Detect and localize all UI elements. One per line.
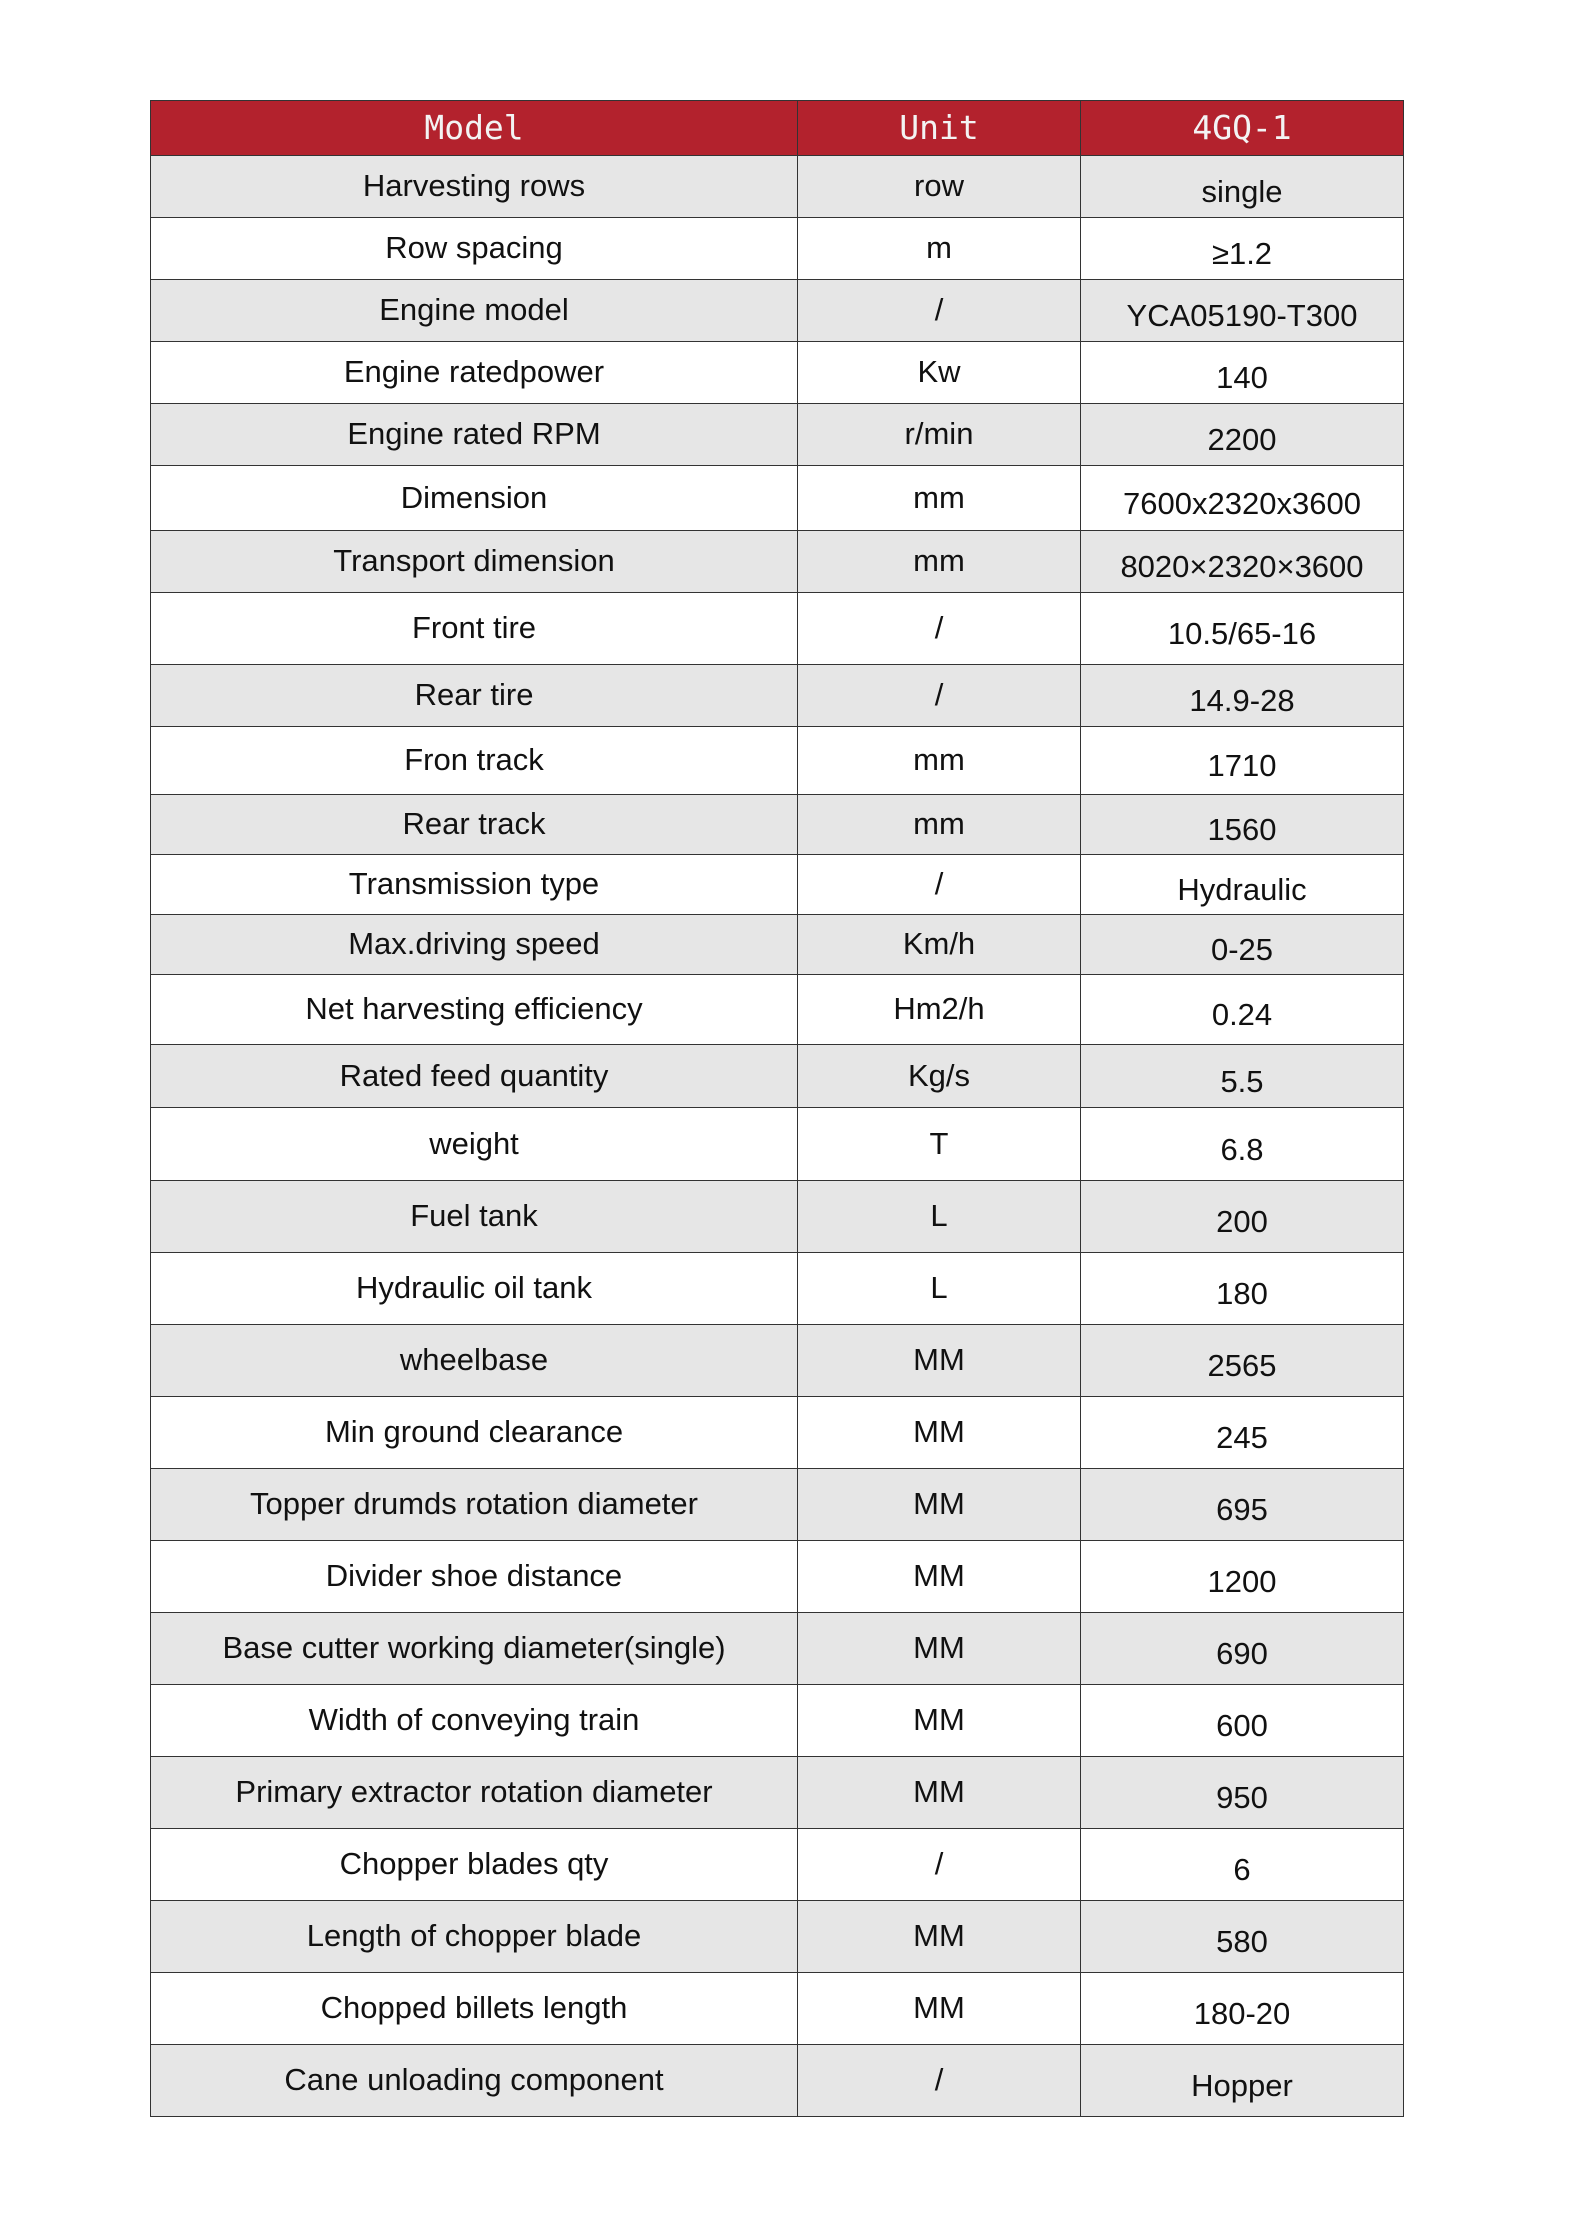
table-row [151, 1901, 1404, 1973]
header-unit: Unit [798, 101, 1081, 156]
param-text: Engine model [379, 292, 569, 328]
value-text: 0.24 [1211, 997, 1273, 1033]
param-text: Fuel tank [410, 1198, 538, 1234]
cell-value [1081, 466, 1404, 531]
unit-text: / [934, 677, 944, 713]
param-text: Length of chopper blade [306, 1918, 642, 1954]
unit-text: MM [913, 1342, 965, 1378]
unit-text: Km/h [902, 926, 976, 962]
cell-unit [798, 1397, 1081, 1469]
cell-unit [798, 1325, 1081, 1397]
cell-value [1081, 1541, 1404, 1613]
value-text: 6 [1233, 1852, 1251, 1888]
cell-unit [798, 218, 1081, 280]
header-model: Model [151, 101, 798, 156]
param-text: Transmission type [348, 866, 600, 902]
cell-param [151, 466, 798, 531]
table-row [151, 531, 1404, 593]
table-row [151, 1181, 1404, 1253]
cell-param [151, 156, 798, 218]
cell-unit [798, 531, 1081, 593]
cell-param [151, 1469, 798, 1541]
cell-value [1081, 665, 1404, 727]
cell-unit [798, 2045, 1081, 2117]
cell-unit [798, 1829, 1081, 1901]
unit-text: mm [913, 742, 965, 778]
cell-unit [798, 1108, 1081, 1181]
table-row [151, 156, 1404, 218]
value-text: single [1201, 174, 1283, 210]
cell-unit [798, 795, 1081, 855]
param-text: Topper drumds rotation diameter [249, 1486, 698, 1522]
cell-unit [798, 280, 1081, 342]
cell-value [1081, 975, 1404, 1045]
cell-unit [798, 156, 1081, 218]
param-text: Fron track [404, 742, 544, 778]
unit-text: / [934, 866, 944, 902]
value-text: Hopper [1191, 2068, 1293, 2104]
cell-unit [798, 1901, 1081, 1973]
cell-unit [798, 855, 1081, 915]
param-text: Rear tire [414, 677, 534, 713]
cell-value [1081, 156, 1404, 218]
table-header-row [151, 101, 1404, 156]
cell-value [1081, 915, 1404, 975]
table-row [151, 466, 1404, 531]
value-text: 0-25 [1210, 932, 1274, 968]
cell-unit [798, 1469, 1081, 1541]
param-text: Width of conveying train [308, 1702, 640, 1738]
param-text: Min ground clearance [324, 1414, 624, 1450]
param-text: Base cutter working diameter(single) [222, 1630, 726, 1666]
value-text: ≥1.2 [1211, 236, 1273, 272]
table-row [151, 342, 1404, 404]
table-row [151, 1325, 1404, 1397]
table-row [151, 1541, 1404, 1613]
unit-text: Kw [917, 354, 961, 390]
value-text: 1710 [1207, 748, 1277, 784]
param-text: Dimension [400, 479, 548, 515]
param-text: weight [429, 1125, 519, 1161]
value-text: 245 [1216, 1420, 1268, 1456]
value-text: 695 [1216, 1492, 1268, 1528]
cell-unit [798, 1757, 1081, 1829]
unit-text: T [929, 1125, 949, 1161]
value-text: 10.5/65-16 [1167, 616, 1317, 652]
unit-text: mm [913, 806, 965, 842]
value-text: 690 [1216, 1636, 1268, 1672]
cell-value [1081, 2045, 1404, 2117]
param-text: Max.driving speed [348, 926, 600, 962]
cell-value [1081, 1253, 1404, 1325]
param-text: Row spacing [385, 230, 563, 266]
unit-text: m [926, 230, 952, 266]
value-text: 5.5 [1220, 1063, 1264, 1099]
param-text: Chopped billets length [320, 1990, 628, 2026]
value-text: 1560 [1207, 812, 1277, 848]
value-text: 200 [1216, 1204, 1268, 1240]
unit-text: MM [913, 1702, 965, 1738]
cell-unit [798, 727, 1081, 795]
cell-value [1081, 1829, 1404, 1901]
value-text: 580 [1216, 1924, 1268, 1960]
table-row [151, 1757, 1404, 1829]
cell-unit [798, 665, 1081, 727]
param-text: Harvesting rows [362, 168, 586, 204]
value-text: 7600x2320x3600 [1123, 485, 1361, 521]
cell-value [1081, 1045, 1404, 1108]
cell-param [151, 593, 798, 665]
unit-text: mm [913, 543, 965, 579]
table-row [151, 855, 1404, 915]
cell-param [151, 1181, 798, 1253]
table-row [151, 1973, 1404, 2045]
value-text: 6.8 [1220, 1131, 1264, 1167]
cell-param [151, 1685, 798, 1757]
value-text: 180 [1216, 1276, 1268, 1312]
table-row [151, 1045, 1404, 1108]
cell-param [151, 2045, 798, 2117]
table-row [151, 1613, 1404, 1685]
param-text: Rear track [402, 806, 546, 842]
cell-param [151, 1901, 798, 1973]
cell-unit [798, 915, 1081, 975]
table-row [151, 218, 1404, 280]
value-text: 600 [1216, 1708, 1268, 1744]
cell-param [151, 218, 798, 280]
unit-text: / [934, 292, 944, 328]
cell-param [151, 280, 798, 342]
cell-value [1081, 1901, 1404, 1973]
cell-unit [798, 1541, 1081, 1613]
cell-unit [798, 593, 1081, 665]
cell-value [1081, 1469, 1404, 1541]
param-text: Engine ratedpower [343, 354, 605, 390]
unit-text: MM [913, 1774, 965, 1810]
cell-param [151, 1108, 798, 1181]
unit-text: MM [913, 1990, 965, 2026]
unit-text: L [930, 1198, 948, 1234]
param-text: Rated feed quantity [339, 1057, 609, 1093]
cell-param [151, 1757, 798, 1829]
unit-text: Kg/s [907, 1057, 971, 1093]
cell-param [151, 975, 798, 1045]
cell-param [151, 915, 798, 975]
cell-param [151, 1541, 798, 1613]
cell-unit [798, 975, 1081, 1045]
value-text: 140 [1216, 360, 1268, 396]
cell-value [1081, 1108, 1404, 1181]
cell-param [151, 1613, 798, 1685]
cell-unit [798, 1253, 1081, 1325]
cell-value [1081, 1325, 1404, 1397]
table-row [151, 975, 1404, 1045]
param-text: Engine rated RPM [347, 416, 601, 452]
cell-unit [798, 466, 1081, 531]
table-row [151, 593, 1404, 665]
cell-param [151, 727, 798, 795]
cell-param [151, 531, 798, 593]
cell-value [1081, 1613, 1404, 1685]
cell-param [151, 665, 798, 727]
table-row [151, 727, 1404, 795]
table-row [151, 2045, 1404, 2117]
table-row [151, 665, 1404, 727]
table-row [151, 404, 1404, 466]
cell-unit [798, 404, 1081, 466]
cell-value [1081, 1973, 1404, 2045]
cell-value [1081, 795, 1404, 855]
cell-value [1081, 1397, 1404, 1469]
cell-param [151, 1829, 798, 1901]
table-row [151, 1253, 1404, 1325]
cell-param [151, 855, 798, 915]
param-text: Hydraulic oil tank [355, 1270, 593, 1306]
unit-text: Hm2/h [893, 991, 985, 1027]
value-text: 14.9-28 [1189, 683, 1295, 719]
param-text: Front tire [411, 610, 537, 646]
table-row [151, 1829, 1404, 1901]
table-row [151, 1108, 1404, 1181]
cell-param [151, 1045, 798, 1108]
unit-text: r/min [904, 416, 974, 452]
cell-param [151, 1253, 798, 1325]
cell-unit [798, 1973, 1081, 2045]
cell-value [1081, 1685, 1404, 1757]
value-text: 1200 [1207, 1564, 1277, 1600]
cell-value [1081, 342, 1404, 404]
value-text: 180-20 [1193, 1996, 1291, 2032]
unit-text: MM [913, 1486, 965, 1522]
table-row [151, 1469, 1404, 1541]
param-text: Transport dimension [333, 543, 615, 579]
unit-text: / [934, 610, 944, 646]
param-text: Net harvesting efficiency [305, 991, 643, 1027]
cell-value [1081, 404, 1404, 466]
cell-value [1081, 727, 1404, 795]
param-text: Primary extractor rotation diameter [235, 1774, 713, 1810]
cell-value [1081, 1181, 1404, 1253]
cell-value [1081, 1757, 1404, 1829]
spec-table [150, 100, 1404, 2117]
unit-text: MM [913, 1414, 965, 1450]
cell-unit [798, 342, 1081, 404]
cell-value [1081, 531, 1404, 593]
cell-param [151, 795, 798, 855]
cell-unit [798, 1181, 1081, 1253]
cell-unit [798, 1045, 1081, 1108]
value-text: 8020×2320×3600 [1120, 549, 1364, 585]
cell-value [1081, 855, 1404, 915]
unit-text: / [934, 1846, 944, 1882]
value-text: 2565 [1207, 1348, 1277, 1384]
value-text: 2200 [1207, 422, 1277, 458]
cell-param [151, 404, 798, 466]
value-text: Hydraulic [1177, 872, 1307, 908]
cell-value [1081, 280, 1404, 342]
table-row [151, 1685, 1404, 1757]
cell-unit [798, 1613, 1081, 1685]
unit-text: / [934, 2062, 944, 2098]
value-text: 950 [1216, 1780, 1268, 1816]
unit-text: mm [913, 479, 965, 515]
table-row [151, 1397, 1404, 1469]
header-model-name: 4GQ-1 [1081, 101, 1404, 156]
unit-text: L [930, 1270, 948, 1306]
table-row [151, 915, 1404, 975]
table-row [151, 280, 1404, 342]
value-text: YCA05190-T300 [1126, 298, 1358, 334]
param-text: Divider shoe distance [325, 1558, 623, 1594]
param-text: wheelbase [399, 1342, 549, 1378]
param-text: Cane unloading component [284, 2062, 664, 2098]
table-row [151, 795, 1404, 855]
cell-value [1081, 593, 1404, 665]
cell-unit [798, 1685, 1081, 1757]
cell-param [151, 1397, 798, 1469]
cell-param [151, 342, 798, 404]
unit-text: MM [913, 1630, 965, 1666]
cell-param [151, 1325, 798, 1397]
cell-param [151, 1973, 798, 2045]
unit-text: MM [913, 1558, 965, 1594]
cell-value [1081, 218, 1404, 280]
unit-text: row [914, 168, 964, 204]
unit-text: MM [913, 1918, 965, 1954]
param-text: Chopper blades qty [339, 1846, 609, 1882]
table-body [151, 156, 1404, 2117]
